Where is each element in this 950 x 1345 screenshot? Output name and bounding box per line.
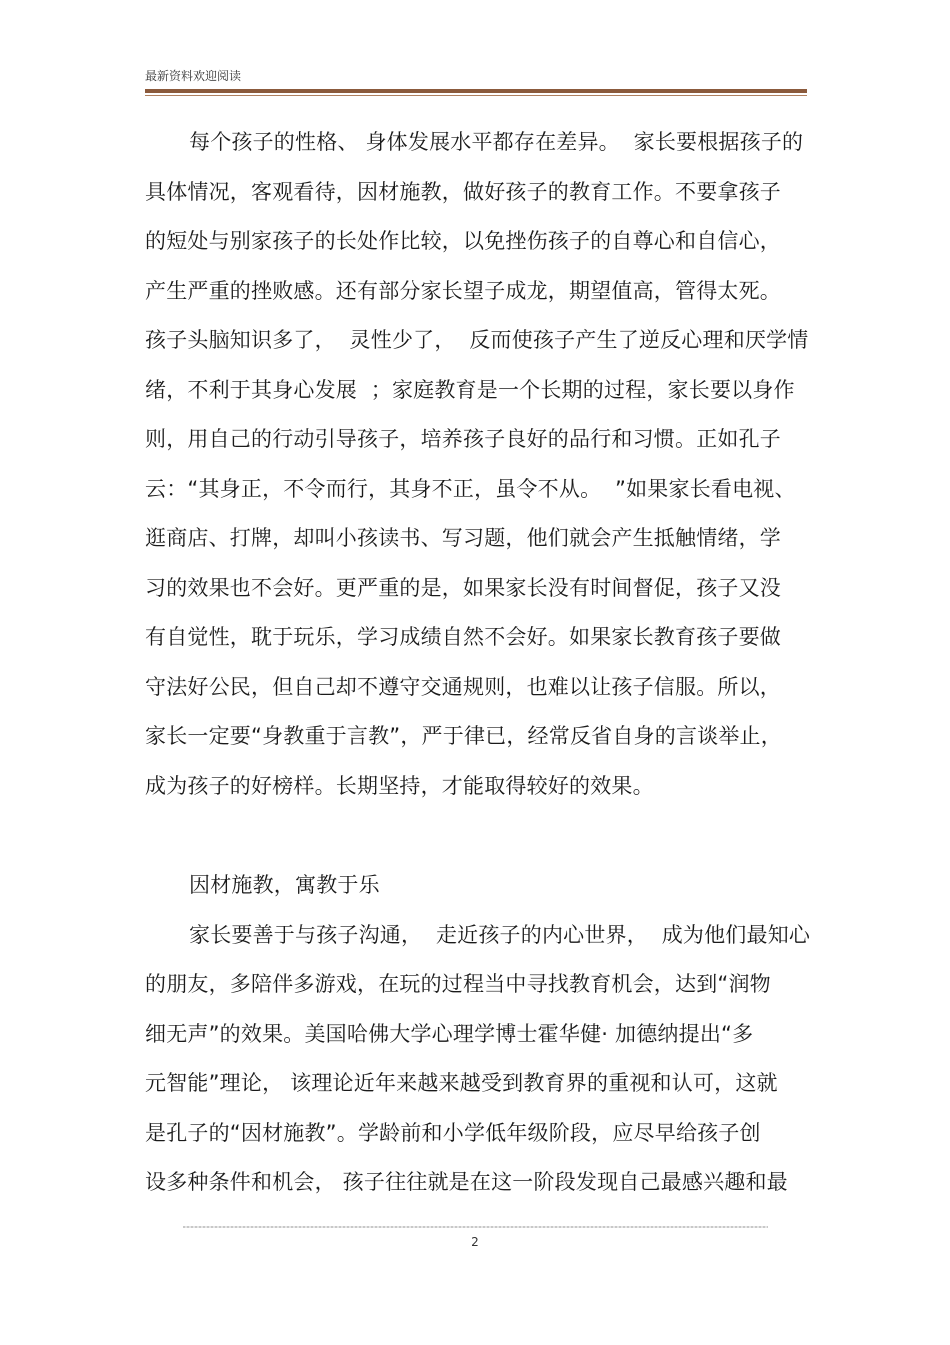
page-number: 2	[471, 1235, 479, 1249]
section-heading: 因材施教，寓教于乐	[189, 873, 380, 897]
footer-rule	[183, 1226, 768, 1228]
paragraph-line: 云：“其身正，不令而行，其身不正，虽令不从。 ”如果家长看电视、	[145, 476, 796, 501]
paragraph-line: 是孔子的“因材施教”。学龄前和小学低年级阶段，应尽早给孩子创	[145, 1120, 761, 1145]
header-rule-thin	[145, 95, 807, 96]
paragraph-line: 家长一定要“身教重于言教”，严于律已，经常反省自身的言谈举止，	[145, 724, 782, 748]
document-body	[145, 118, 811, 1208]
paragraph-line: 家长要善于与孩子沟通， 走近孩子的内心世界， 成为他们最知心	[189, 922, 811, 947]
paragraph-line: 具体情况，客观看待，因材施教，做好孩子的教育工作。不要拿孩子	[145, 179, 781, 204]
paragraph-line: 有自觉性，耽于玩乐，学习成绩自然不会好。如果家长教育孩子要做	[145, 625, 781, 649]
paragraph-line: 的短处与别家孩子的长处作比较，以免挫伤孩子的自尊心和自信心，	[145, 229, 781, 253]
paragraph-line: 孩子头脑知识多了， 灵性少了， 反而使孩子产生了逆反心理和厌学情	[145, 328, 809, 352]
paragraph-line: 细无声”的效果。美国哈佛大学心理学博士霍华健· 加德纳提出“多	[145, 1021, 754, 1046]
paragraph-line: 每个孩子的性格、 身体发展水平都存在差异。 家长要根据孩子的	[189, 130, 804, 154]
paragraph-line: 的朋友，多陪伴多游戏，在玩的过程当中寻找教育机会，达到“润物	[145, 972, 771, 996]
paragraph-line: 设多种条件和机会， 孩子往往就是在这一阶段发现自己最感兴趣和最	[145, 1170, 788, 1194]
header-rule	[145, 89, 807, 93]
paragraph-line: 元智能”理论， 该理论近年来越来越受到教育界的重视和认可，这就	[145, 1071, 778, 1095]
paragraph-line: 逛商店、打牌，却叫小孩读书、写习题，他们就会产生抵触情绪，学	[145, 526, 781, 550]
paragraph-line: 则，用自己的行动引导孩子，培养孩子良好的品行和习惯。正如孔子	[145, 427, 781, 451]
paragraph-line: 绪，不利于其身心发展 ；家庭教育是一个长期的过程，家长要以身作	[145, 377, 795, 402]
paragraph-line: 守法好公民，但自己却不遵守交通规则，也难以让孩子信服。所以，	[145, 674, 781, 699]
paragraph-line: 习的效果也不会好。更严重的是，如果家长没有时间督促，孩子又没	[145, 575, 781, 600]
paragraph-line: 产生严重的挫败感。还有部分家长望子成龙，期望值高，管得太死。	[145, 278, 781, 303]
paragraph-line: 成为孩子的好榜样。长期坚持，才能取得较好的效果。	[145, 773, 654, 798]
page-header-text: 最新资料欢迎阅读	[145, 69, 242, 83]
paragraph-gap	[145, 811, 805, 861]
